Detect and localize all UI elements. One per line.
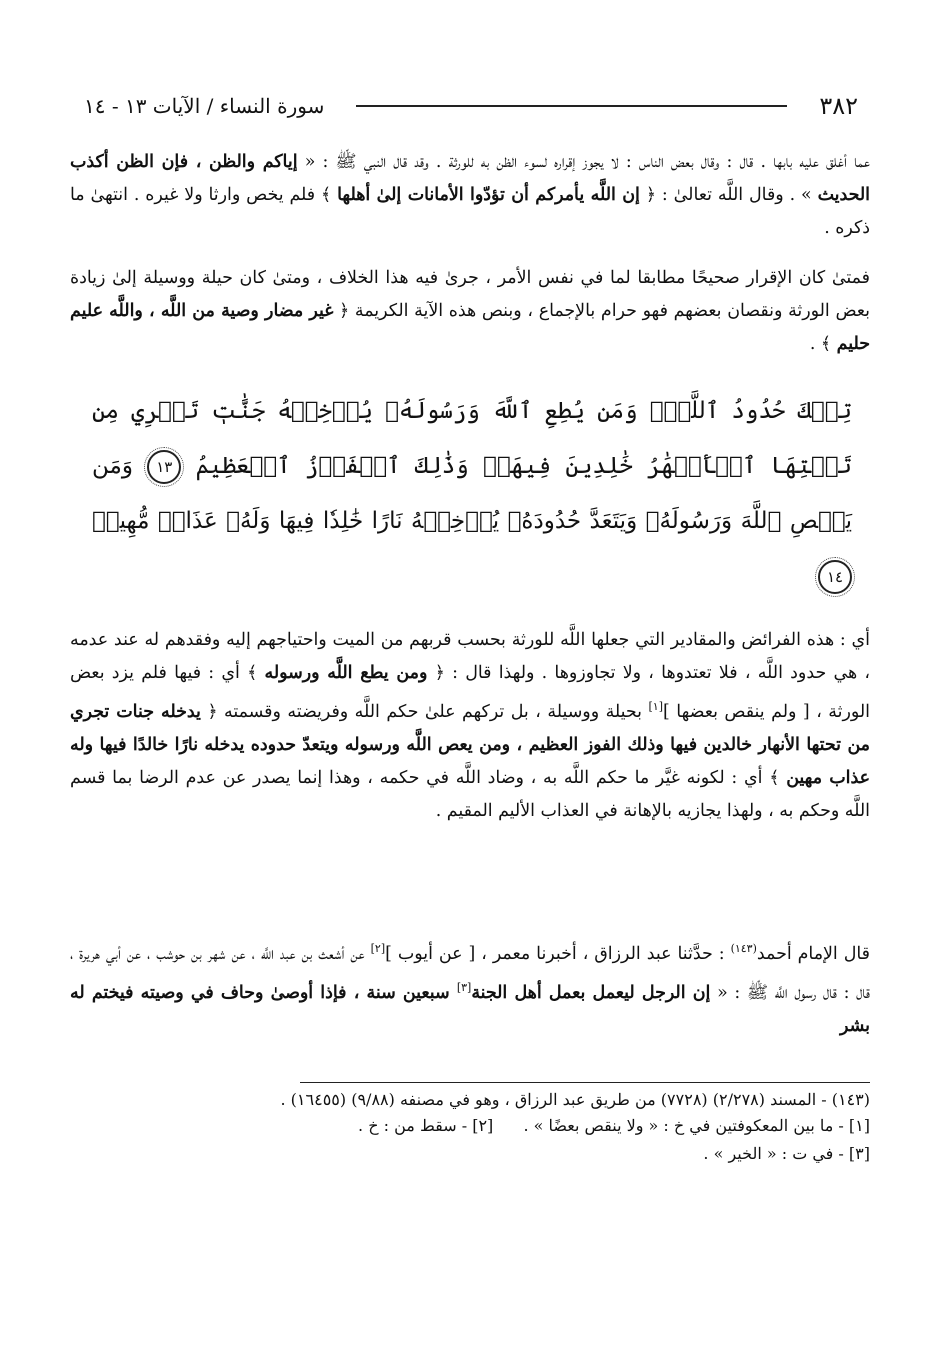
footnote-3: [٣] - في ت : « الخير » . [703,1144,870,1163]
footnote-143: (١٤٣) - المسند (٢/٢٧٨) (٧٧٢٨) من طريق عبد الرزاق ، وهو في مصنفه (٩/٨٨) (١٦٤٥٥) . [280,1090,870,1109]
quran-verses [92,384,852,604]
paragraph-1: عما أغلق عليه بابها . قال : وقال بعض الناس : لا يجوز إقراره لسوء الظن به للورثة . وقد قال النبي ﷺ : « إياكم والظن ، فإن الظن أكذب الحديث » . وقال اللَّه تعالىٰ : ﴿ إن اللَّه يأمركم أن تؤدّوا الأمانات إلىٰ أهلها ﴾ فلم يخص وارثا ولا غيره . انتهىٰ ما ذكره . [70,152,870,238]
editor-notes [70,1112,870,1168]
footnote-2: [٢] - سقط من : خ . [358,1116,494,1135]
paragraph-2: فمتىٰ كان الإقرار صحيحًا مطابقا لما في نفس الأمر ، جرىٰ فيه هذا الخلاف ، ومتىٰ كان حيلة ووسيلة إلىٰ زيادة بعض الورثة ونقصان بعضهم فهو حرام بالإجماع ، وبنص هذه الآية الكريمة ﴿ غير مضار وصية من اللَّه ، واللَّه عليم حليم ﴾ . [70,268,870,354]
footnote-ref-3: [٣] [456,980,472,994]
footnote-ref-143: (١٤٣) [730,942,757,955]
footnote-1: [١] - ما بين المعكوفتين في خ : « ولا ينقص بعضًا » . [523,1116,870,1135]
footnote-ref-1: [١] [648,700,664,713]
verse-13-text: تِلۡكَ حُدُودُ ٱللَّهِۚ وَمَن يُطِعِ ٱللَّهَ وَرَسُولَهُۥ يُدۡخِلۡهُ جَنَّٰتٖ تَجۡرِي مِن تَحۡتِهَا ٱلۡأَنۡهَٰرُ خَٰلِدِينَ فِيهَاۚ وَذَٰلِكَ ٱلۡفَوۡزُ ٱلۡعَظِيمُ [92,398,852,479]
paragraph-4: قال الإمام أحمد$^{(١٤٣)}$ : حدَّثنا عبد الرزاق ، أخبرنا معمر ، [ عن أيوب ][٢] عن أشعث بن عبد اللَّه ، عن شهر بن حوشب ، عن أبي هريرة ، قال : قال رسول اللَّه ﷺ : « إن الرجل ليعمل بعمل أهل الجنة[٣] سبعين سنة ، فإذا أوصىٰ وحاف في وصيته فيختم له بشر [70,942,870,1036]
verse-13-marker: ١٣ [147,450,181,484]
header-rule [356,105,787,107]
footnote-ref-2: [٢] [370,942,386,955]
verse-14-marker: ١٤ [818,560,852,594]
footnote-divider [300,1082,870,1083]
page-number: ٣٨٢ [819,92,858,120]
running-title: سورة النساء / الآيات ١٣ - ١٤ [84,94,325,118]
verse-14-text: وَمَن يَعۡصِ ٱللَّهَ وَرَسُولَهُۥ وَيَتَعَدَّ حُدُودَهُۥ يُدۡخِلۡهُ نَارًا خَٰلِدٗا فِيهَا وَلَهُۥ عَذَابٞ مُّهِينٞ [92,453,852,534]
paragraph-3: أي : هذه الفرائض والمقادير التي جعلها اللَّه للورثة بحسب قربهم من الميت واحتياجهم إليه وفقدهم له عند عدمه ، هي حدود اللَّه ، فلا تعتدوها ، ولا تجاوزوها . ولهذا قال : ﴿ ومن يطع اللَّه ورسوله ﴾ أي : فيها فلم يزد بعض الورثة ، [ ولم ينقص بعضها ][١] بحيلة ووسيلة ، بل تركهم علىٰ حكم اللَّه وفريضته وقسمته ﴿ يدخله جنات تجري من تحتها الأنهار خالدين فيها وذلك الفوز العظيم ، ومن يعص اللَّه ورسوله ويتعدّ حدوده يدخله نارًا خالدًا فيها وله عذاب مهين ﴾ أي : لكونه غيَّر ما حكم اللَّه به ، وضاد اللَّه في حكمه ، وهذا إنما يصدر عن عدم الرضا بما قسم اللَّه وحكم به ، ولهذا يجازيه بالإهانة في العذاب الأليم المقيم . [70,630,870,821]
page-header [84,86,858,126]
